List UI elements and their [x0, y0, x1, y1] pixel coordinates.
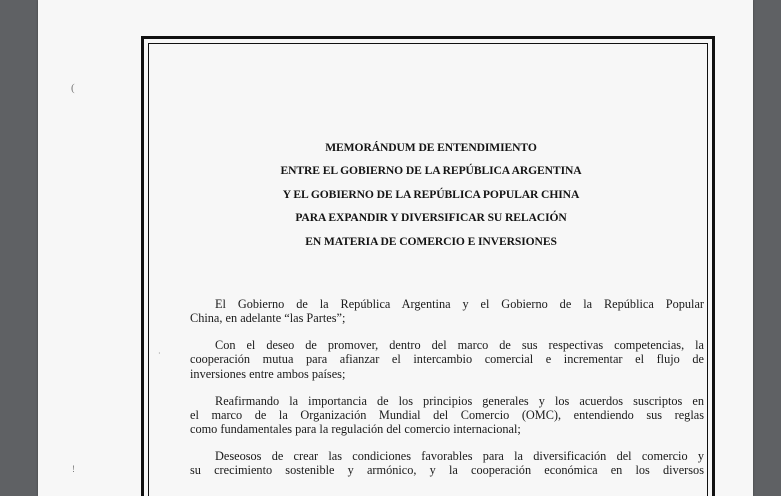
title-line: PARA EXPANDIR Y DIVERSIFICAR SU RELACIÓN: [295, 211, 567, 225]
title-line: Y EL GOBIERNO DE LA REPÚBLICA POPULAR CHINA: [282, 187, 580, 201]
text-line: inversiones entre ambos países;: [190, 366, 346, 381]
text-line: el marco de la Organización Mundial del Comercio (OMC), entendiendo sus reglas: [190, 407, 704, 422]
scan-mark: (: [71, 82, 75, 94]
text-line: China, en adelante “las Partes”;: [190, 311, 346, 326]
paragraph: [190, 297, 704, 326]
text-line: Reafirmando la importancia de los principios generales y los acuerdos suscriptos en: [215, 393, 704, 408]
text-line: como fundamentales para la regulación del comercio internacional;: [190, 422, 521, 437]
text-line: Deseosos de crear las condiciones favorables para la diversificación del comercio y: [215, 449, 704, 464]
text-line: Con el deseo de promover, dentro del marco de sus respectivas competencias, la: [215, 338, 704, 353]
paragraph: [190, 338, 704, 381]
text-line: cooperación mutua para afianzar el intercambio comercial e incrementar el flujo de: [190, 352, 704, 367]
title-line: EN MATERIA DE COMERCIO E INVERSIONES: [305, 234, 557, 248]
paragraph: [190, 394, 704, 437]
document-page: [38, 0, 753, 496]
document-body: [190, 297, 704, 490]
scan-mark: ·: [158, 349, 161, 358]
paragraph: [190, 449, 704, 478]
text-line: El Gobierno de la República Argentina y el Gobierno de la República Popular: [215, 297, 704, 311]
scan-mark: !: [72, 464, 75, 474]
title-line: ENTRE EL GOBIERNO DE LA REPÚBLICA ARGENTINA: [280, 164, 582, 178]
title-line: MEMORÁNDUM DE ENTENDIMIENTO: [325, 141, 537, 154]
document-title: [142, 136, 720, 253]
text-line: su crecimiento sostenible y armónico, y la cooperación económica en los diversos: [190, 463, 704, 478]
